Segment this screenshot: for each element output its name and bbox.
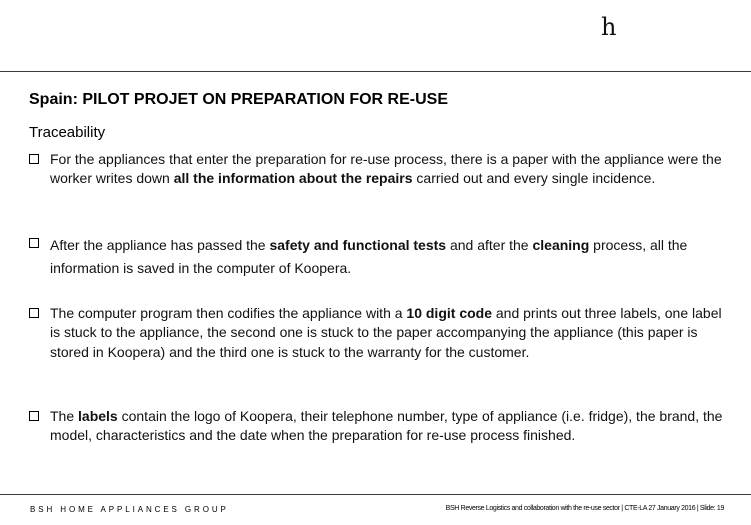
bullet-text-segment: The computer program then codifies the appliance with a bbox=[50, 305, 407, 321]
company-logo: h bbox=[601, 13, 617, 41]
bullet-item-2 bbox=[29, 234, 729, 280]
bullet-text-segment: After the appliance has passed the bbox=[50, 237, 270, 253]
bullet-item-3 bbox=[29, 304, 729, 362]
square-bullet-icon bbox=[29, 154, 39, 164]
bullet-text bbox=[50, 304, 729, 362]
bullet-text-emphasis: cleaning bbox=[532, 237, 590, 253]
footer-divider bbox=[0, 494, 751, 495]
bullet-text bbox=[50, 234, 729, 280]
bullet-text-segment: and prints out three labels, one label is stuck to the appliance, the second one is stuck to the paper accompanying the appliance (this paper is stored in Koopera) and the third one is stuck to the warranty for the customer. bbox=[50, 305, 722, 360]
header-divider bbox=[0, 71, 751, 72]
bullet-text bbox=[50, 407, 729, 446]
footer-company-name: BSH HOME APPLIANCES GROUP bbox=[30, 505, 229, 514]
square-bullet-icon bbox=[29, 411, 39, 421]
bullet-text-emphasis: all the information about the repairs bbox=[173, 170, 413, 187]
bullet-text-emphasis: safety and functional tests bbox=[269, 237, 447, 253]
bullet-item-4 bbox=[29, 407, 729, 446]
square-bullet-icon bbox=[29, 238, 39, 248]
square-bullet-icon bbox=[29, 308, 39, 318]
footer-slide-info: BSH Reverse Logistics and collaboration with the re-use sector | CTE-LA 27 January 2016 | Slide: 19 bbox=[445, 505, 724, 512]
bullet-text-segment: and after the bbox=[446, 237, 533, 253]
slide-subtitle: Traceability bbox=[29, 124, 106, 141]
bullet-text-emphasis: labels bbox=[78, 408, 118, 424]
bullet-text-segment: process, all the information is saved in the computer of Koopera. bbox=[50, 237, 688, 276]
bullet-text-segment: For the appliances that enter the preparation for re-use process, there is a paper with the appliance were the worker writes down bbox=[50, 151, 722, 187]
bullet-text bbox=[50, 150, 729, 189]
bullet-text-segment: The bbox=[50, 408, 79, 424]
bullet-text-segment: carried out and every single incidence. bbox=[412, 170, 656, 187]
bullet-text-segment: contain the logo of Koopera, their telephone number, type of appliance (i.e. fridge), the brand, the model, characteristics and the date when the preparation for re-use process finished. bbox=[50, 408, 723, 444]
bullet-text-emphasis: 10 digit code bbox=[406, 305, 492, 321]
bullet-item-1 bbox=[29, 150, 729, 189]
slide-title: Spain: PILOT PROJET ON PREPARATION FOR RE-USE bbox=[29, 91, 448, 108]
